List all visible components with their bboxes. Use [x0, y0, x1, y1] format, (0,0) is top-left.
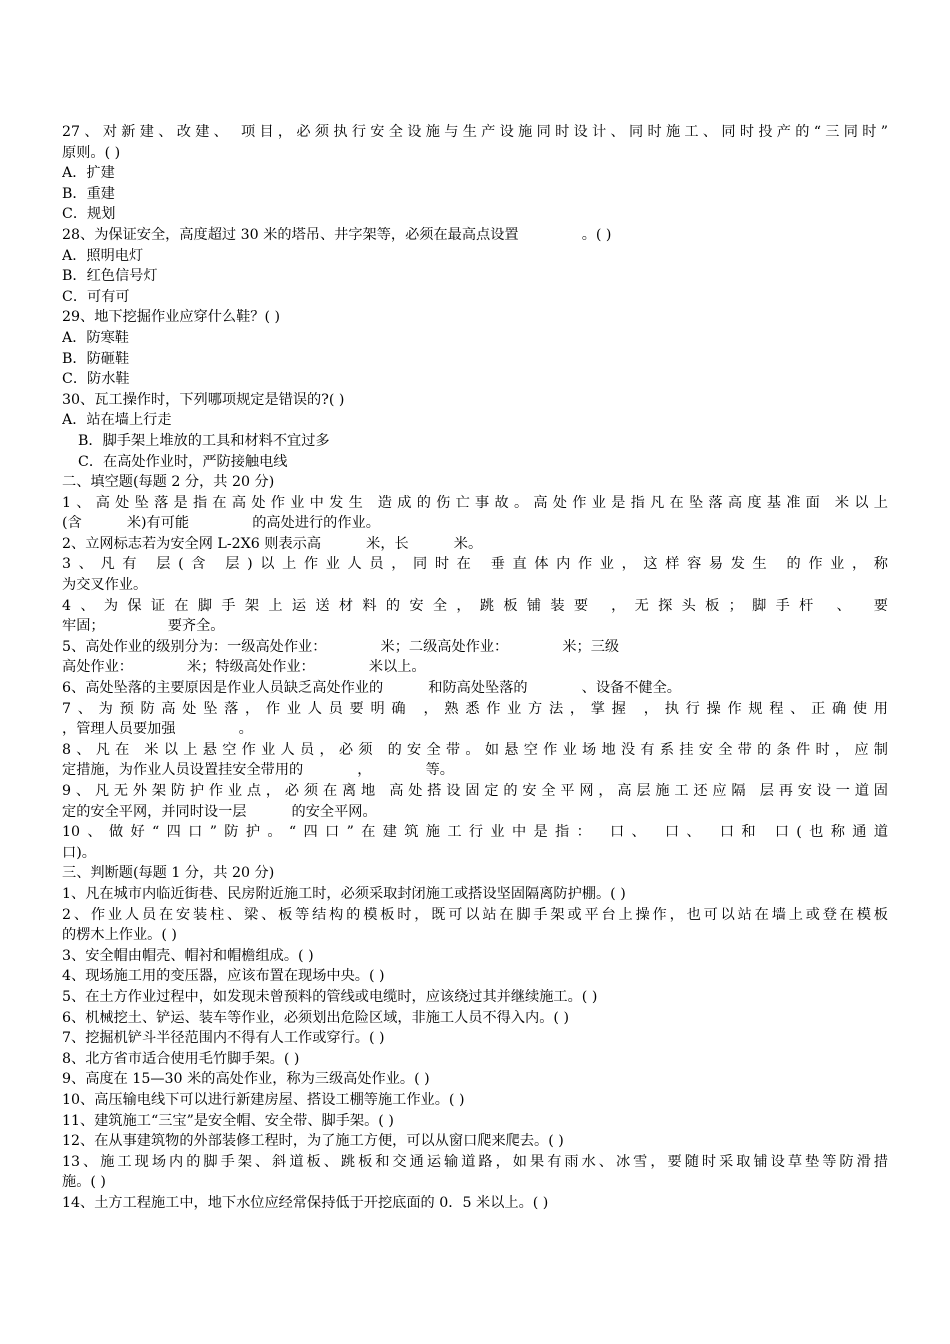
text-line: 10、高压输电线下可以进行新建房屋、搭设工棚等施工作业。( ) — [62, 1091, 465, 1108]
text-line: 4、为保证在脚手架上运送材料的安全，跳板铺装要 ，无探头板；脚手杆 、 要 — [62, 597, 888, 614]
text-line: A．防寒鞋 — [62, 329, 129, 346]
text-line: 定的安全平网，并同时设一层 的安全平网。 — [62, 803, 377, 820]
text-line: 7、为预防高处坠落，作业人员要明确 ，熟悉作业方法，掌握 ，执行操作规程、正确使用 — [62, 700, 888, 717]
text-line: 10、做好“四口”防护。“四口”在建筑施工行业中是指： 口、 口、 口和 口(也称通道 — [62, 824, 888, 841]
text-line: 7、挖掘机铲斗半径范围内不得有人工作或穿行。( ) — [62, 1030, 385, 1047]
text-line: 高处作业： 米；特级高处作业： 米以上。 — [62, 659, 426, 676]
text-line: 29、地下挖掘作业应穿什么鞋？( ) — [62, 309, 281, 326]
text-line: A．站在墙上行走 — [62, 412, 172, 429]
text-line: 3、安全帽由帽壳、帽衬和帽檐组成。( ) — [62, 947, 314, 964]
text-line: 8、北方省市适合使用毛竹脚手架。( ) — [62, 1050, 300, 1067]
text-line: 13、施工现场内的脚手架、斜道板、跳板和交通运输道路，如果有雨水、冰雪，要随时采取铺设草垫等防滑措 — [62, 1153, 888, 1170]
text-line: A．扩建 — [62, 165, 115, 182]
text-line: B．防砸鞋 — [62, 350, 130, 367]
text-line: C．规划 — [62, 206, 116, 223]
text-line: 三、判断题(每题 1 分，共 20 分) — [62, 865, 275, 882]
text-line: 1、凡在城市内临近街巷、民房附近施工时，必须采取封闭施工或搭设坚固隔离防护棚。( ) — [62, 885, 626, 902]
text-line: 28、为保证安全，高度超过 30 米的塔吊、井字架等，必须在最高点设置 。( ) — [62, 226, 612, 243]
document-page — [62, 122, 888, 1213]
text-line: (含 米)有可能 的高处进行的作业。 — [62, 515, 380, 532]
text-line: 为交叉作业。 — [62, 577, 148, 594]
text-line: 5、高处作业的级别分为：一级高处作业： 米；二级高处作业： 米；三级 — [62, 638, 620, 655]
text-line: ，管理人员要加强 。 — [62, 721, 253, 738]
text-line: 2、作业人员在安装柱、梁、板等结构的模板时，既可以站在脚手架或平台上操作，也可以站在墙上或登在模板 — [62, 906, 888, 923]
text-line: 6、高处坠落的主要原因是作业人员缺乏高处作业的 和防高处坠落的 、设备不健全。 — [62, 680, 681, 697]
text-line: A．照明电灯 — [62, 247, 144, 264]
text-line: 8、凡在 米以上悬空作业人员，必须 的安全带。如悬空作业场地没有系挂安全带的条件时，应制 — [62, 741, 888, 758]
text-line: 1、高处坠落是指在高处作业中发生 造成的伤亡事故。高处作业是指凡在坠落高度基准面 米以上 — [62, 494, 888, 511]
text-line: C．可有可 — [62, 288, 130, 305]
text-line: 9、凡无外架防护作业点，必须在离地 高处搭设固定的安全平网，高层施工还应隔 层再安设一道固 — [62, 783, 888, 799]
text-line: 4、现场施工用的变压器，应该布置在现场中央。( ) — [62, 968, 385, 985]
text-line: C．在高处作业时，严防接触电线 — [78, 453, 288, 470]
text-line: 5、在土方作业过程中，如发现未曾预料的管线或电缆时，应该绕过其并继续施工。( ) — [62, 988, 598, 1005]
text-line: 的楞木上作业。( ) — [62, 927, 177, 944]
text-line: 施。( ) — [62, 1174, 106, 1191]
text-line: 6、机械挖土、铲运、装车等作业，必须划出危险区域，非施工人员不得入内。( ) — [62, 1009, 569, 1026]
text-line: 12、在从事建筑物的外部装修工程时，为了施工方便，可以从窗口爬来爬去。( ) — [62, 1133, 564, 1150]
text-line: B．脚手架上堆放的工具和材料不宜过多 — [78, 432, 330, 449]
text-line: 牢固； 要齐全。 — [62, 618, 225, 635]
text-line: 口)。 — [62, 844, 96, 861]
text-line: 30、瓦工操作时，下列哪项规定是错误的?( ) — [62, 391, 345, 408]
text-line: 27、对新建、改建、 项目，必须执行安全设施与生产设施同时设计、同时施工、同时投产的“三同时” — [62, 124, 888, 140]
text-line: 3、凡有 层(含 层)以上作业人员，同时在 垂直体内作业，这样容易发生 的作业，称 — [62, 556, 888, 573]
text-line: 定措施，为作业人员设置挂安全带用的 ， 等。 — [62, 762, 454, 779]
text-line: 原则。( ) — [62, 144, 121, 161]
text-line: C．防水鞋 — [62, 371, 130, 388]
text-line: 二、填空题(每题 2 分，共 20 分) — [62, 474, 275, 491]
text-line: 14、土方工程施工中，地下水位应经常保持低于开挖底面的 0．5 米以上。( ) — [62, 1194, 549, 1211]
text-line: 11、建筑施工“三宝”是安全帽、安全带、脚手架。( ) — [62, 1112, 394, 1129]
text-line: B．红色信号灯 — [62, 268, 158, 285]
text-line: 2、立网标志若为安全网 L-2X6 则表示高 米，长 米。 — [62, 535, 483, 552]
text-line: 9、高度在 15—30 米的高处作业，称为三级高处作业。( ) — [62, 1071, 430, 1088]
text-line: B．重建 — [62, 185, 115, 202]
